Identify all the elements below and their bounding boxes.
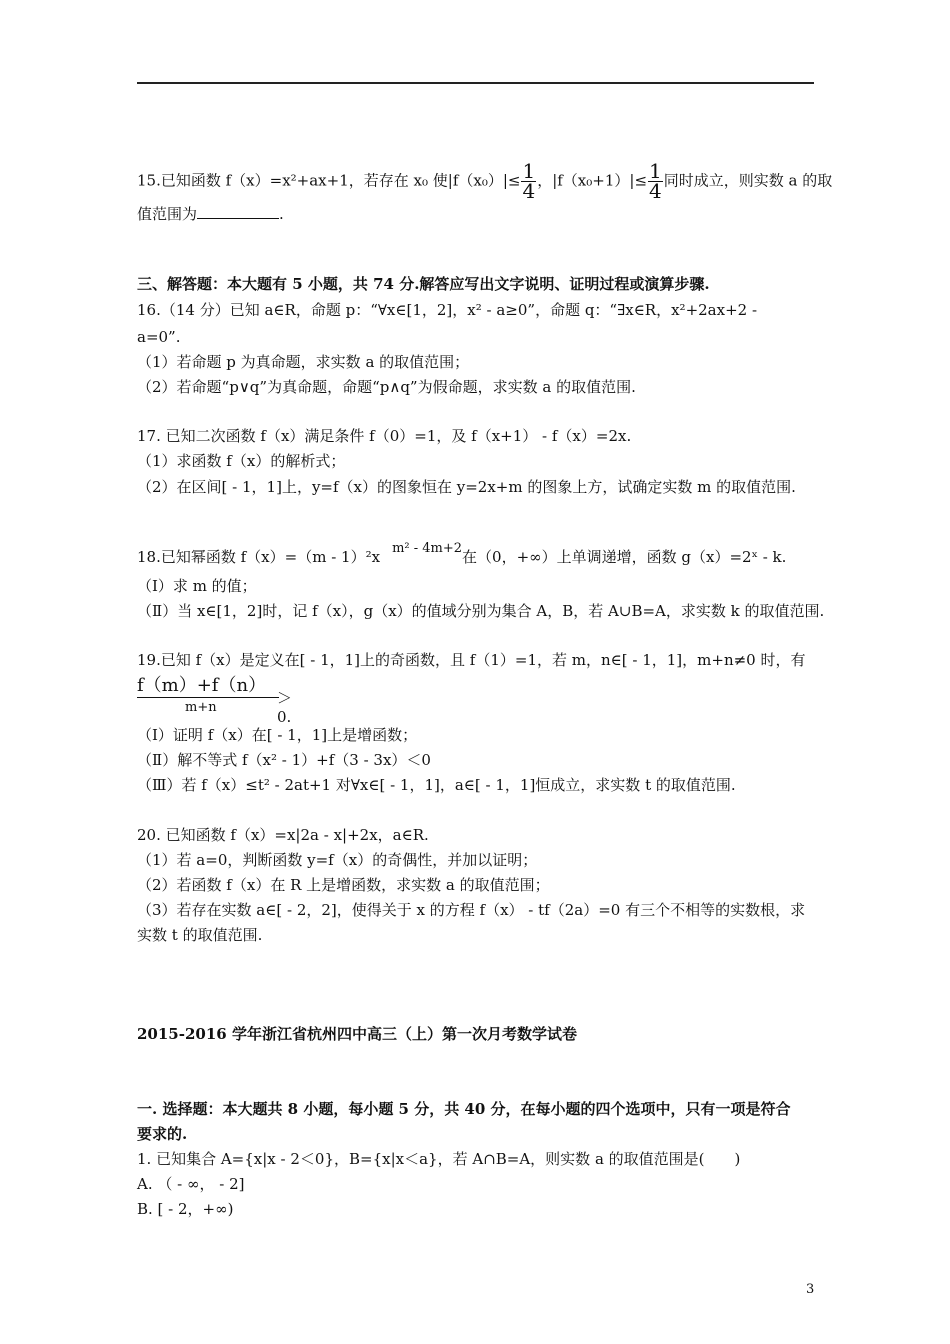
q20-part2: （2）若函数 f（x）在 R 上是增函数，求实数 a 的取值范围； xyxy=(137,876,550,894)
q18-line1: 18.已知幂函数 f（x）=（m - 1）²x m² - 4m+2在（0，+∞）上单调递增，函数 g（x）=2ˣ - k. xyxy=(137,541,787,566)
q16-line2: a=0”. xyxy=(137,328,181,346)
q19-fraction: f（m）+f（n） m+n ＞0. xyxy=(137,675,293,726)
q20-part1: （1）若 a=0，判断函数 y=f（x）的奇偶性，并加以证明； xyxy=(137,851,538,869)
q17-part2: （2）在区间[ - 1，1]上，y=f（x）的图象恒在 y=2x+m 的图象上方，试确定实数 m 的取值范围. xyxy=(137,478,796,496)
q20-line1: 20. 已知函数 f（x）=x|2a - x|+2x，a∈R. xyxy=(137,826,429,844)
q1-option-b[interactable]: B. [ - 2，+∞) xyxy=(137,1200,234,1218)
q15-fraction-1: $\frac{1}{4}$ xyxy=(522,159,536,203)
header-rule xyxy=(137,82,814,84)
q19-part2: （Ⅱ）解不等式 f（x² - 1）+f（3 - 3x）＜0 xyxy=(137,751,431,769)
q17-part1: （1）求函数 f（x）的解析式； xyxy=(137,452,346,470)
q19-part3: （Ⅲ）若 f（x）≤t² - 2at+1 对∀x∈[ - 1，1]，a∈[ - 1，1]恒成立，求实数 t 的取值范围. xyxy=(137,776,736,794)
section3-heading: 三、解答题：本大题有 5 小题，共 74 分.解答应写出文字说明、证明过程或演算步骤. xyxy=(137,275,710,293)
q15-text-c: 同时成立，则实数 a 的取 xyxy=(663,171,833,190)
q16-line1: 16.（14 分）已知 a∈R，命题 p：“∀x∈[1，2]，x² - a≥0”，命题 q：“∃x∈R，x²+2ax+2 - xyxy=(137,301,758,319)
section1-heading: 一. 选择题：本大题共 8 小题，每小题 5 分，共 40 分，在每小题的四个选项中，只有一项是符合 xyxy=(137,1100,791,1118)
q15-line1 xyxy=(137,159,833,203)
q17-line1: 17. 已知二次函数 f（x）满足条件 f（0）=1，及 f（x+1） - f（x）=2x. xyxy=(137,427,632,445)
q15-fraction-2: $\frac{1}{4}$ xyxy=(649,159,662,203)
q15-answer-blank[interactable] xyxy=(197,203,279,219)
q16-part2: （2）若命题“p∨q”为真命题，命题“p∧q”为假命题，求实数 a 的取值范围. xyxy=(137,378,636,396)
q18-part1: （Ⅰ）求 m 的值； xyxy=(137,577,257,595)
q15-text-b: ，|f（x₀+1）|≤ xyxy=(537,171,648,190)
q20-part3-cont: 实数 t 的取值范围. xyxy=(137,926,263,944)
q1-option-a[interactable]: A. （ - ∞， - 2] xyxy=(137,1175,245,1193)
q16-part1: （1）若命题 p 为真命题，求实数 a 的取值范围； xyxy=(137,353,470,371)
q15-line2: 值范围为 . xyxy=(137,205,284,223)
section1-heading-cont: 要求的. xyxy=(137,1125,188,1143)
q18-part2: （Ⅱ）当 x∈[1，2]时，记 f（x），g（x）的值域分别为集合 A，B，若 A∪B=A，求实数 k 的取值范围. xyxy=(137,602,825,620)
q19-part1: （Ⅰ）证明 f（x）在[ - 1，1]上是增函数； xyxy=(137,726,418,744)
page-number: 3 xyxy=(806,1282,815,1297)
q20-part3: （3）若存在实数 a∈[ - 2，2]，使得关于 x 的方程 f（x） - tf（2a）=0 有三个不相等的实数根，求 xyxy=(137,901,806,919)
q1-stem: 1. 已知集合 A={x|x - 2＜0}，B={x|x＜a}，若 A∩B=A，则实数 a 的取值范围是( ) xyxy=(137,1150,741,1168)
q15-text-a: 15.已知函数 f（x）=x²+ax+1，若存在 x₀ 使|f（x₀）|≤ xyxy=(137,171,521,190)
q18-exponent: m² - 4m+2 xyxy=(392,541,463,556)
paper-title: 2015-2016 学年浙江省杭州四中高三（上）第一次月考数学试卷 xyxy=(137,1025,577,1043)
q19-line1: 19.已知 f（x）是定义在[ - 1，1]上的奇函数，且 f（1）=1，若 m，n∈[ - 1，1]，m+n≠0 时，有 xyxy=(137,651,806,669)
